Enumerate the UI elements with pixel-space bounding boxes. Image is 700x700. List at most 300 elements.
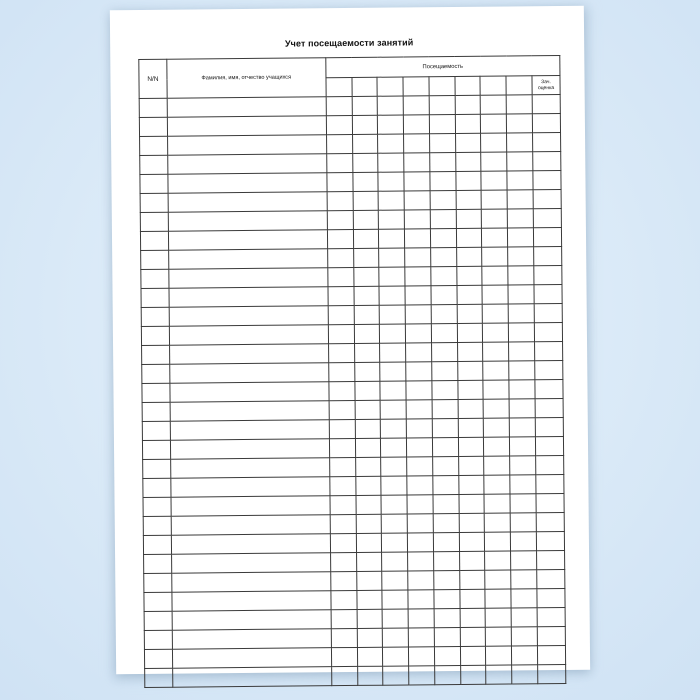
cell-attendance-mark[interactable] <box>329 381 355 400</box>
cell-attendance-mark[interactable] <box>327 210 353 229</box>
cell-student-name[interactable] <box>170 439 329 460</box>
cell-number[interactable] <box>141 288 169 307</box>
cell-final-grade[interactable] <box>537 588 565 607</box>
cell-attendance-mark[interactable] <box>484 418 510 437</box>
cell-final-grade[interactable] <box>536 455 564 474</box>
cell-attendance-mark[interactable] <box>330 514 356 533</box>
cell-student-name[interactable] <box>170 401 329 422</box>
cell-attendance-mark[interactable] <box>328 305 354 324</box>
cell-attendance-mark[interactable] <box>328 267 354 286</box>
cell-attendance-mark[interactable] <box>429 133 455 152</box>
cell-attendance-mark[interactable] <box>331 571 357 590</box>
cell-attendance-mark[interactable] <box>354 286 380 305</box>
cell-attendance-mark[interactable] <box>457 361 483 380</box>
cell-student-name[interactable] <box>171 477 330 498</box>
cell-attendance-mark[interactable] <box>482 209 508 228</box>
cell-attendance-mark[interactable] <box>353 210 379 229</box>
cell-final-grade[interactable] <box>535 379 563 398</box>
cell-attendance-mark[interactable] <box>328 324 354 343</box>
cell-number[interactable] <box>143 478 171 497</box>
cell-final-grade[interactable] <box>535 398 563 417</box>
cell-attendance-mark[interactable] <box>355 476 381 495</box>
cell-attendance-mark[interactable] <box>353 191 379 210</box>
cell-attendance-mark[interactable] <box>433 456 459 475</box>
cell-student-name[interactable] <box>169 249 328 270</box>
cell-attendance-mark[interactable] <box>356 571 382 590</box>
cell-final-grade[interactable] <box>538 664 566 683</box>
cell-final-grade[interactable] <box>534 322 562 341</box>
cell-student-name[interactable] <box>171 458 330 479</box>
cell-student-name[interactable] <box>173 667 332 688</box>
cell-attendance-mark[interactable] <box>511 551 537 570</box>
cell-number[interactable] <box>140 136 168 155</box>
cell-final-grade[interactable] <box>533 208 561 227</box>
cell-attendance-mark[interactable] <box>331 647 357 666</box>
cell-attendance-mark[interactable] <box>409 666 435 685</box>
cell-student-name[interactable] <box>169 325 328 346</box>
cell-attendance-mark[interactable] <box>460 608 486 627</box>
cell-attendance-mark[interactable] <box>408 590 434 609</box>
cell-final-grade[interactable] <box>537 626 565 645</box>
cell-attendance-mark[interactable] <box>355 400 381 419</box>
cell-attendance-mark[interactable] <box>482 266 508 285</box>
cell-attendance-mark[interactable] <box>378 153 404 172</box>
cell-attendance-mark[interactable] <box>512 665 538 684</box>
cell-number[interactable] <box>140 155 168 174</box>
cell-attendance-mark[interactable] <box>458 399 484 418</box>
cell-attendance-mark[interactable] <box>357 628 383 647</box>
cell-final-grade[interactable] <box>537 607 565 626</box>
cell-attendance-mark[interactable] <box>432 361 458 380</box>
cell-attendance-mark[interactable] <box>485 532 511 551</box>
cell-attendance-mark[interactable] <box>405 324 431 343</box>
cell-attendance-mark[interactable] <box>381 419 407 438</box>
cell-attendance-mark[interactable] <box>507 171 533 190</box>
cell-number[interactable] <box>141 269 169 288</box>
cell-attendance-mark[interactable] <box>507 133 533 152</box>
cell-student-name[interactable] <box>168 154 327 175</box>
cell-attendance-mark[interactable] <box>357 666 383 685</box>
cell-attendance-mark[interactable] <box>353 248 379 267</box>
cell-attendance-mark[interactable] <box>382 590 408 609</box>
cell-attendance-mark[interactable] <box>327 191 353 210</box>
cell-attendance-mark[interactable] <box>408 628 434 647</box>
cell-attendance-mark[interactable] <box>460 627 486 646</box>
cell-attendance-mark[interactable] <box>509 323 535 342</box>
cell-attendance-mark[interactable] <box>383 666 409 685</box>
cell-student-name[interactable] <box>172 572 331 593</box>
cell-attendance-mark[interactable] <box>457 285 483 304</box>
cell-attendance-mark[interactable] <box>459 513 485 532</box>
cell-attendance-mark[interactable] <box>483 399 509 418</box>
cell-final-grade[interactable] <box>535 417 563 436</box>
cell-final-grade[interactable] <box>533 170 561 189</box>
cell-attendance-mark[interactable] <box>432 399 458 418</box>
cell-attendance-mark[interactable] <box>404 153 430 172</box>
cell-attendance-mark[interactable] <box>406 343 432 362</box>
cell-number[interactable] <box>139 98 167 117</box>
cell-attendance-mark[interactable] <box>509 342 535 361</box>
cell-attendance-mark[interactable] <box>355 419 381 438</box>
cell-attendance-mark[interactable] <box>483 342 509 361</box>
cell-final-grade[interactable] <box>537 645 565 664</box>
cell-final-grade[interactable] <box>533 227 561 246</box>
cell-attendance-mark[interactable] <box>482 228 508 247</box>
cell-attendance-mark[interactable] <box>511 627 537 646</box>
cell-attendance-mark[interactable] <box>354 381 380 400</box>
cell-attendance-mark[interactable] <box>431 342 457 361</box>
cell-attendance-mark[interactable] <box>381 457 407 476</box>
cell-number[interactable] <box>142 364 170 383</box>
cell-student-name[interactable] <box>172 629 331 650</box>
cell-attendance-mark[interactable] <box>352 115 378 134</box>
cell-number[interactable] <box>141 307 169 326</box>
cell-attendance-mark[interactable] <box>486 608 512 627</box>
cell-attendance-mark[interactable] <box>379 286 405 305</box>
cell-number[interactable] <box>145 668 173 687</box>
cell-student-name[interactable] <box>169 268 328 289</box>
cell-attendance-mark[interactable] <box>430 152 456 171</box>
cell-attendance-mark[interactable] <box>403 115 429 134</box>
cell-attendance-mark[interactable] <box>382 571 408 590</box>
cell-student-name[interactable] <box>171 553 330 574</box>
cell-number[interactable] <box>144 630 172 649</box>
cell-attendance-mark[interactable] <box>456 228 482 247</box>
cell-attendance-mark[interactable] <box>432 437 458 456</box>
cell-attendance-mark[interactable] <box>380 381 406 400</box>
cell-attendance-mark[interactable] <box>408 609 434 628</box>
cell-attendance-mark[interactable] <box>510 475 536 494</box>
cell-attendance-mark[interactable] <box>354 305 380 324</box>
cell-attendance-mark[interactable] <box>432 418 458 437</box>
cell-attendance-mark[interactable] <box>329 438 355 457</box>
cell-attendance-mark[interactable] <box>483 304 509 323</box>
cell-number[interactable] <box>144 592 172 611</box>
cell-attendance-mark[interactable] <box>511 589 537 608</box>
cell-student-name[interactable] <box>169 344 328 365</box>
cell-attendance-mark[interactable] <box>458 380 484 399</box>
cell-attendance-mark[interactable] <box>352 172 378 191</box>
cell-attendance-mark[interactable] <box>379 210 405 229</box>
cell-attendance-mark[interactable] <box>506 95 532 114</box>
cell-number[interactable] <box>142 345 170 364</box>
cell-attendance-mark[interactable] <box>383 647 409 666</box>
cell-attendance-mark[interactable] <box>431 323 457 342</box>
cell-attendance-mark[interactable] <box>481 152 507 171</box>
cell-number[interactable] <box>143 497 171 516</box>
cell-attendance-mark[interactable] <box>406 419 432 438</box>
cell-attendance-mark[interactable] <box>379 267 405 286</box>
cell-attendance-mark[interactable] <box>327 153 353 172</box>
cell-attendance-mark[interactable] <box>429 114 455 133</box>
cell-attendance-mark[interactable] <box>431 247 457 266</box>
cell-attendance-mark[interactable] <box>407 438 433 457</box>
cell-attendance-mark[interactable] <box>484 494 510 513</box>
cell-attendance-mark[interactable] <box>379 229 405 248</box>
cell-attendance-mark[interactable] <box>458 456 484 475</box>
cell-attendance-mark[interactable] <box>404 191 430 210</box>
cell-attendance-mark[interactable] <box>510 456 536 475</box>
cell-attendance-mark[interactable] <box>434 570 460 589</box>
cell-attendance-mark[interactable] <box>406 362 432 381</box>
cell-final-grade[interactable] <box>534 265 562 284</box>
cell-attendance-mark[interactable] <box>352 96 378 115</box>
cell-attendance-mark[interactable] <box>481 133 507 152</box>
cell-attendance-mark[interactable] <box>407 514 433 533</box>
cell-attendance-mark[interactable] <box>482 285 508 304</box>
cell-attendance-mark[interactable] <box>330 476 356 495</box>
cell-attendance-mark[interactable] <box>484 475 510 494</box>
cell-attendance-mark[interactable] <box>405 286 431 305</box>
cell-final-grade[interactable] <box>536 474 564 493</box>
cell-number[interactable] <box>139 117 167 136</box>
cell-attendance-mark[interactable] <box>407 457 433 476</box>
cell-attendance-mark[interactable] <box>483 323 509 342</box>
cell-attendance-mark[interactable] <box>354 343 380 362</box>
cell-student-name[interactable] <box>172 610 331 631</box>
cell-attendance-mark[interactable] <box>456 247 482 266</box>
cell-final-grade[interactable] <box>533 189 561 208</box>
cell-student-name[interactable] <box>172 591 331 612</box>
cell-attendance-mark[interactable] <box>456 171 482 190</box>
cell-number[interactable] <box>144 649 172 668</box>
cell-attendance-mark[interactable] <box>455 133 481 152</box>
cell-student-name[interactable] <box>168 230 327 251</box>
cell-attendance-mark[interactable] <box>483 380 509 399</box>
cell-number[interactable] <box>142 402 170 421</box>
cell-attendance-mark[interactable] <box>459 494 485 513</box>
cell-attendance-mark[interactable] <box>430 171 456 190</box>
cell-attendance-mark[interactable] <box>459 532 485 551</box>
cell-attendance-mark[interactable] <box>455 114 481 133</box>
cell-attendance-mark[interactable] <box>457 342 483 361</box>
cell-attendance-mark[interactable] <box>381 438 407 457</box>
cell-attendance-mark[interactable] <box>434 608 460 627</box>
cell-attendance-mark[interactable] <box>459 551 485 570</box>
cell-attendance-mark[interactable] <box>382 514 408 533</box>
cell-attendance-mark[interactable] <box>382 533 408 552</box>
cell-attendance-mark[interactable] <box>508 228 534 247</box>
cell-attendance-mark[interactable] <box>512 646 538 665</box>
cell-final-grade[interactable] <box>536 493 564 512</box>
cell-final-grade[interactable] <box>534 284 562 303</box>
cell-attendance-mark[interactable] <box>507 209 533 228</box>
cell-attendance-mark[interactable] <box>407 495 433 514</box>
cell-attendance-mark[interactable] <box>458 437 484 456</box>
cell-attendance-mark[interactable] <box>430 190 456 209</box>
cell-attendance-mark[interactable] <box>380 343 406 362</box>
cell-attendance-mark[interactable] <box>331 666 357 685</box>
cell-attendance-mark[interactable] <box>456 266 482 285</box>
cell-attendance-mark[interactable] <box>508 285 534 304</box>
cell-attendance-mark[interactable] <box>406 400 432 419</box>
cell-attendance-mark[interactable] <box>380 324 406 343</box>
cell-attendance-mark[interactable] <box>330 495 356 514</box>
cell-number[interactable] <box>140 231 168 250</box>
cell-attendance-mark[interactable] <box>509 418 535 437</box>
cell-attendance-mark[interactable] <box>482 247 508 266</box>
cell-attendance-mark[interactable] <box>353 229 379 248</box>
cell-attendance-mark[interactable] <box>486 627 512 646</box>
cell-attendance-mark[interactable] <box>326 134 352 153</box>
cell-attendance-mark[interactable] <box>430 228 456 247</box>
cell-attendance-mark[interactable] <box>430 209 456 228</box>
cell-attendance-mark[interactable] <box>407 533 433 552</box>
cell-attendance-mark[interactable] <box>329 400 355 419</box>
cell-attendance-mark[interactable] <box>381 476 407 495</box>
cell-attendance-mark[interactable] <box>511 608 537 627</box>
cell-attendance-mark[interactable] <box>355 438 381 457</box>
cell-attendance-mark[interactable] <box>408 571 434 590</box>
cell-attendance-mark[interactable] <box>509 399 535 418</box>
cell-student-name[interactable] <box>169 306 328 327</box>
cell-attendance-mark[interactable] <box>382 609 408 628</box>
cell-attendance-mark[interactable] <box>356 590 382 609</box>
cell-number[interactable] <box>140 193 168 212</box>
cell-number[interactable] <box>142 440 170 459</box>
cell-final-grade[interactable] <box>536 550 564 569</box>
cell-attendance-mark[interactable] <box>510 494 536 513</box>
cell-attendance-mark[interactable] <box>433 475 459 494</box>
cell-attendance-mark[interactable] <box>378 115 404 134</box>
cell-attendance-mark[interactable] <box>356 514 382 533</box>
cell-number[interactable] <box>141 326 169 345</box>
cell-attendance-mark[interactable] <box>481 190 507 209</box>
cell-attendance-mark[interactable] <box>328 286 354 305</box>
cell-attendance-mark[interactable] <box>380 400 406 419</box>
cell-attendance-mark[interactable] <box>485 570 511 589</box>
cell-number[interactable] <box>140 174 168 193</box>
cell-number[interactable] <box>143 516 171 535</box>
cell-attendance-mark[interactable] <box>455 152 481 171</box>
cell-attendance-mark[interactable] <box>407 476 433 495</box>
cell-attendance-mark[interactable] <box>378 134 404 153</box>
cell-student-name[interactable] <box>168 211 327 232</box>
cell-attendance-mark[interactable] <box>330 533 356 552</box>
cell-number[interactable] <box>144 611 172 630</box>
cell-student-name[interactable] <box>171 515 330 536</box>
cell-student-name[interactable] <box>168 192 327 213</box>
cell-student-name[interactable] <box>168 173 327 194</box>
cell-final-grade[interactable] <box>534 341 562 360</box>
cell-student-name[interactable] <box>167 97 326 118</box>
cell-attendance-mark[interactable] <box>511 532 537 551</box>
cell-attendance-mark[interactable] <box>435 665 461 684</box>
cell-attendance-mark[interactable] <box>483 361 509 380</box>
cell-attendance-mark[interactable] <box>508 247 534 266</box>
cell-attendance-mark[interactable] <box>508 304 534 323</box>
cell-attendance-mark[interactable] <box>408 552 434 571</box>
cell-attendance-mark[interactable] <box>403 96 429 115</box>
cell-attendance-mark[interactable] <box>429 95 455 114</box>
cell-final-grade[interactable] <box>534 246 562 265</box>
cell-attendance-mark[interactable] <box>431 285 457 304</box>
cell-attendance-mark[interactable] <box>481 171 507 190</box>
cell-attendance-mark[interactable] <box>458 418 484 437</box>
cell-attendance-mark[interactable] <box>357 647 383 666</box>
cell-attendance-mark[interactable] <box>382 552 408 571</box>
cell-attendance-mark[interactable] <box>327 248 353 267</box>
cell-attendance-mark[interactable] <box>481 95 507 114</box>
cell-attendance-mark[interactable] <box>456 190 482 209</box>
cell-number[interactable] <box>141 250 169 269</box>
cell-attendance-mark[interactable] <box>486 646 512 665</box>
cell-attendance-mark[interactable] <box>434 589 460 608</box>
cell-attendance-mark[interactable] <box>485 551 511 570</box>
cell-final-grade[interactable] <box>535 436 563 455</box>
cell-attendance-mark[interactable] <box>484 456 510 475</box>
cell-attendance-mark[interactable] <box>434 627 460 646</box>
cell-attendance-mark[interactable] <box>458 475 484 494</box>
cell-attendance-mark[interactable] <box>457 323 483 342</box>
cell-final-grade[interactable] <box>536 512 564 531</box>
cell-student-name[interactable] <box>169 287 328 308</box>
cell-attendance-mark[interactable] <box>331 628 357 647</box>
cell-number[interactable] <box>140 212 168 231</box>
cell-attendance-mark[interactable] <box>353 267 379 286</box>
cell-number[interactable] <box>142 421 170 440</box>
cell-attendance-mark[interactable] <box>485 589 511 608</box>
cell-attendance-mark[interactable] <box>380 305 406 324</box>
cell-attendance-mark[interactable] <box>433 494 459 513</box>
cell-attendance-mark[interactable] <box>405 248 431 267</box>
cell-attendance-mark[interactable] <box>510 513 536 532</box>
cell-student-name[interactable] <box>167 135 326 156</box>
cell-attendance-mark[interactable] <box>481 114 507 133</box>
cell-attendance-mark[interactable] <box>460 665 486 684</box>
cell-attendance-mark[interactable] <box>355 457 381 476</box>
cell-number[interactable] <box>142 383 170 402</box>
cell-student-name[interactable] <box>170 420 329 441</box>
cell-attendance-mark[interactable] <box>329 457 355 476</box>
cell-attendance-mark[interactable] <box>379 248 405 267</box>
cell-final-grade[interactable] <box>536 531 564 550</box>
cell-attendance-mark[interactable] <box>383 628 409 647</box>
cell-attendance-mark[interactable] <box>459 570 485 589</box>
cell-attendance-mark[interactable] <box>331 609 357 628</box>
cell-attendance-mark[interactable] <box>509 361 535 380</box>
cell-attendance-mark[interactable] <box>508 266 534 285</box>
cell-final-grade[interactable] <box>532 113 560 132</box>
cell-attendance-mark[interactable] <box>433 551 459 570</box>
cell-attendance-mark[interactable] <box>507 152 533 171</box>
cell-attendance-mark[interactable] <box>326 115 352 134</box>
cell-attendance-mark[interactable] <box>331 590 357 609</box>
cell-attendance-mark[interactable] <box>431 304 457 323</box>
cell-attendance-mark[interactable] <box>405 267 431 286</box>
cell-attendance-mark[interactable] <box>329 419 355 438</box>
cell-attendance-mark[interactable] <box>433 513 459 532</box>
cell-student-name[interactable] <box>170 382 329 403</box>
cell-attendance-mark[interactable] <box>460 589 486 608</box>
cell-attendance-mark[interactable] <box>455 95 481 114</box>
cell-attendance-mark[interactable] <box>511 570 537 589</box>
cell-attendance-mark[interactable] <box>330 552 356 571</box>
cell-attendance-mark[interactable] <box>507 190 533 209</box>
cell-attendance-mark[interactable] <box>378 191 404 210</box>
cell-attendance-mark[interactable] <box>507 114 533 133</box>
cell-attendance-mark[interactable] <box>327 172 353 191</box>
cell-attendance-mark[interactable] <box>406 381 432 400</box>
cell-final-grade[interactable] <box>533 151 561 170</box>
cell-attendance-mark[interactable] <box>352 134 378 153</box>
cell-student-name[interactable] <box>170 363 329 384</box>
cell-attendance-mark[interactable] <box>352 153 378 172</box>
cell-attendance-mark[interactable] <box>328 343 354 362</box>
cell-attendance-mark[interactable] <box>457 304 483 323</box>
cell-attendance-mark[interactable] <box>409 647 435 666</box>
cell-number[interactable] <box>144 554 172 573</box>
